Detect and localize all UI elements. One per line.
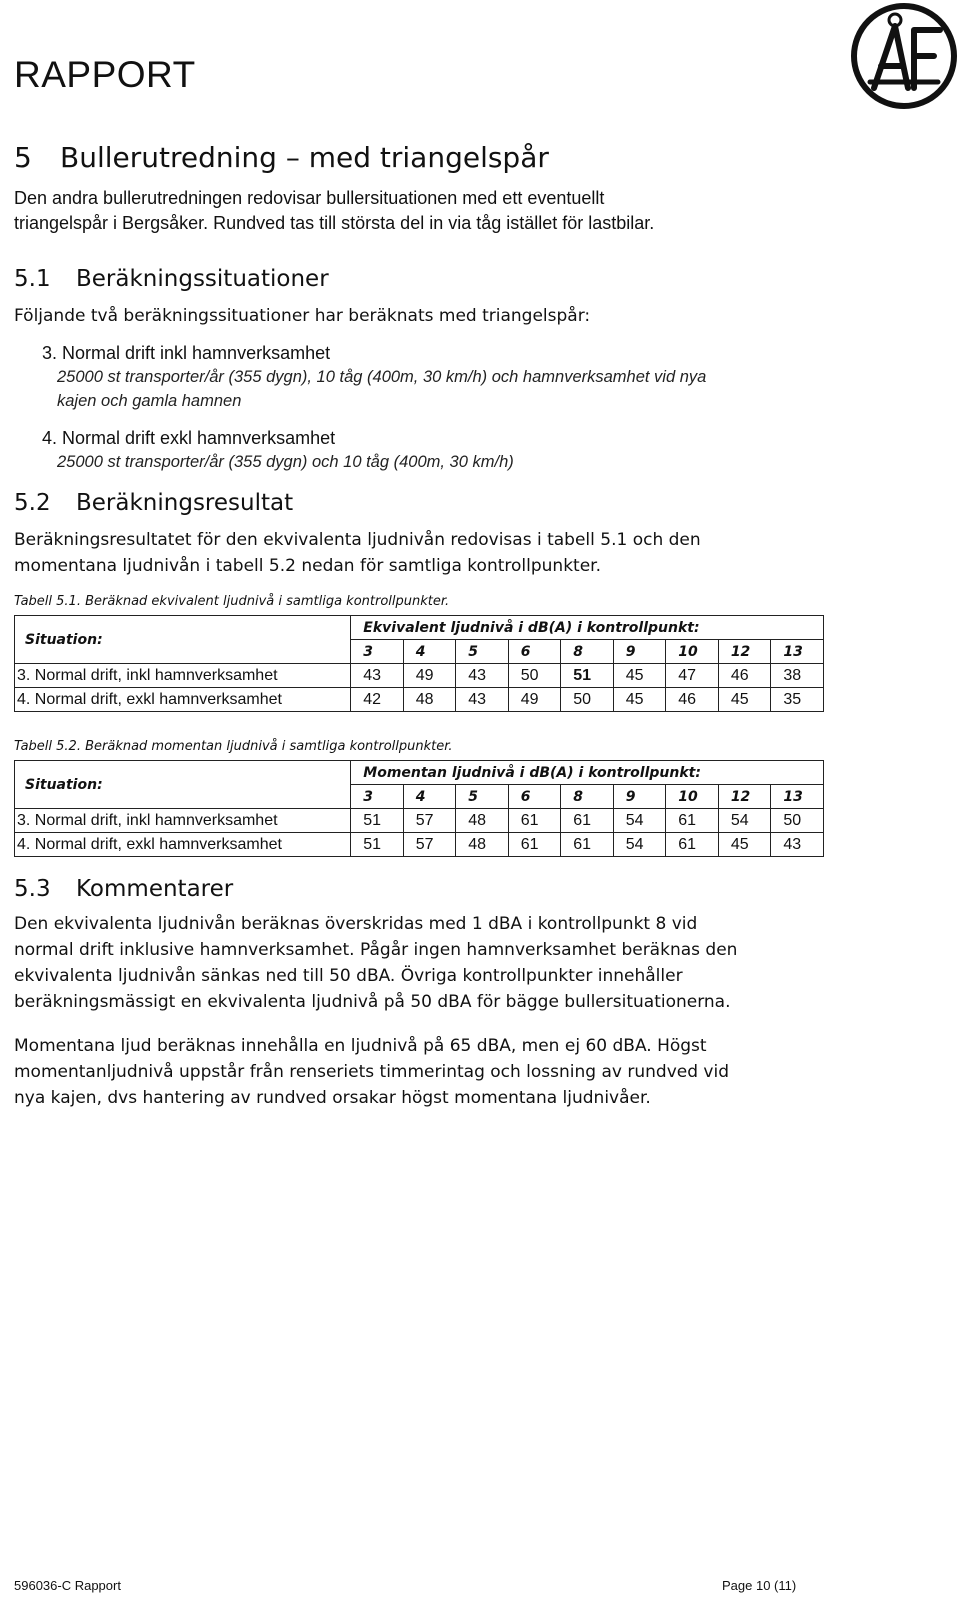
row-label: 4. Normal drift, exkl hamnverksamhet: [15, 688, 351, 712]
table-cell: 45: [613, 688, 666, 712]
row-label: 3. Normal drift, inkl hamnverksamhet: [15, 664, 351, 688]
table-cell: 54: [718, 809, 771, 833]
table-cell: 47: [666, 664, 719, 688]
row-label: 3. Normal drift, inkl hamnverksamhet: [15, 809, 351, 833]
section-number: 5: [14, 141, 32, 174]
table-cell: 49: [403, 664, 456, 688]
section-title: Kommentarer: [76, 876, 234, 902]
table-cell: 45: [718, 833, 771, 857]
paragraph-line: normal drift inklusive hamnverksamhet. Pågår ingen hamnverksamhet beräknas den: [14, 940, 738, 960]
point-header: 3: [351, 785, 404, 809]
table-cell: 61: [561, 809, 614, 833]
point-header: 9: [613, 785, 666, 809]
section-5-3: [14, 873, 824, 1111]
section-title: Beräkningsresultat: [76, 490, 294, 516]
list-item: [42, 341, 824, 413]
point-header: 13: [771, 785, 824, 809]
table-cell: 43: [456, 664, 509, 688]
table-5-1-caption: Tabell 5.1. Beräknad ekvivalent ljudnivå i samtliga kontrollpunkter.: [14, 594, 450, 609]
table-row: [15, 809, 824, 833]
section-5-2-lead-line-2: momentana ljudnivån i tabell 5.2 nedan för samtliga kontrollpunkter.: [14, 556, 601, 576]
table-cell: 49: [508, 688, 561, 712]
paragraph-line: Momentana ljud beräknas innehålla en ljudnivå på 65 dBA, men ej 60 dBA. Högst: [14, 1036, 707, 1056]
section-5-2: [14, 487, 824, 857]
equivalent-noise-table: [14, 615, 824, 712]
table-cell: 51: [351, 809, 404, 833]
point-header: 8: [561, 640, 614, 664]
point-header: 10: [666, 640, 719, 664]
table-cell: 57: [403, 809, 456, 833]
section-number: 5.2: [14, 490, 51, 516]
point-header: 4: [403, 640, 456, 664]
group-header: Momentan ljudnivå i dB(A) i kontrollpunkt:: [351, 761, 824, 785]
point-header: 12: [718, 785, 771, 809]
table-cell: 50: [508, 664, 561, 688]
footer-document-id: 596036-C Rapport: [14, 1578, 121, 1593]
company-logo-icon: [848, 0, 960, 112]
comment-paragraph-2: [14, 1033, 824, 1111]
case-description-line-2: kajen och gamla hamnen: [57, 392, 242, 410]
table-cell: 61: [666, 809, 719, 833]
table-cell: 57: [403, 833, 456, 857]
table-cell: 61: [666, 833, 719, 857]
point-header: 5: [456, 640, 509, 664]
table-cell: 61: [508, 809, 561, 833]
table-cell: 61: [508, 833, 561, 857]
table-cell: 43: [456, 688, 509, 712]
paragraph-line: Den ekvivalenta ljudnivån beräknas överskridas med 1 dBA i kontrollpunkt 8 vid: [14, 914, 698, 934]
table-cell: 45: [613, 664, 666, 688]
point-header: 9: [613, 640, 666, 664]
section-5-2-lead-line-1: Beräkningsresultatet för den ekvivalenta ljudnivån redovisas i tabell 5.1 och den: [14, 530, 701, 550]
point-header: 8: [561, 785, 614, 809]
paragraph-line: beräkningsmässigt en ekvivalenta ljudnivå på 50 dBA för bägge bullersituationerna.: [14, 992, 731, 1012]
list-item: [42, 426, 824, 474]
calculation-cases-list: [14, 341, 824, 474]
point-header: 5: [456, 785, 509, 809]
table-cell: 50: [771, 809, 824, 833]
case-title: 4. Normal drift exkl hamnverksamhet: [42, 428, 336, 448]
case-description-line-1: 25000 st transporter/år (355 dygn), 10 tåg (400m, 30 km/h) och hamnverksamhet vid nya: [57, 368, 707, 386]
table-5-2-caption: Tabell 5.2. Beräknad momentan ljudnivå i samtliga kontrollpunkter.: [14, 739, 453, 754]
section-5-1-lead: Följande två beräkningssituationer har beräknats med triangelspår:: [14, 306, 591, 326]
table-cell: 46: [666, 688, 719, 712]
point-header: 13: [771, 640, 824, 664]
section-5-1: [14, 263, 824, 474]
table-header-row: [15, 616, 824, 640]
section-title: Beräkningssituationer: [76, 266, 329, 292]
table-cell: 43: [351, 664, 404, 688]
document-body: [14, 138, 824, 1111]
section-5-1-heading: [14, 263, 824, 295]
table-cell: 45: [718, 688, 771, 712]
section-5-heading: [14, 138, 824, 178]
case-title: 3. Normal drift inkl hamnverksamhet: [42, 343, 331, 363]
report-header: RAPPORT: [14, 54, 196, 95]
table-cell: 61: [561, 833, 614, 857]
case-description-line-1: 25000 st transporter/år (355 dygn) och 10 tåg (400m, 30 km/h): [57, 453, 514, 471]
row-label: 4. Normal drift, exkl hamnverksamhet: [15, 833, 351, 857]
paragraph-line: ekvivalenta ljudnivån sänkas ned till 50 dBA. Övriga kontrollpunkter innehåller: [14, 966, 683, 986]
point-header: 4: [403, 785, 456, 809]
table-cell: 51: [351, 833, 404, 857]
table-cell: 50: [561, 688, 614, 712]
table-cell: 54: [613, 833, 666, 857]
table-cell: 46: [718, 664, 771, 688]
section-title: Bullerutredning – med triangelspår: [60, 141, 549, 174]
table-cell: 48: [456, 833, 509, 857]
table-cell: 38: [771, 664, 824, 688]
section-number: 5.3: [14, 876, 51, 902]
table-cell: 35: [771, 688, 824, 712]
point-header: 6: [508, 640, 561, 664]
footer-page-number: Page 10 (11): [722, 1578, 797, 1593]
point-header: 12: [718, 640, 771, 664]
section-number: 5.1: [14, 266, 51, 292]
point-header: 6: [508, 785, 561, 809]
table-cell: 43: [771, 833, 824, 857]
paragraph-line: momentanljudnivå uppstår från renseriets timmerintag och lossning av rundved vid: [14, 1062, 729, 1082]
maximum-noise-table: [14, 760, 824, 857]
table-row: [15, 664, 824, 688]
group-header: Ekvivalent ljudnivå i dB(A) i kontrollpunkt:: [351, 616, 824, 640]
situation-header: Situation:: [15, 616, 351, 664]
table-cell: 42: [351, 688, 404, 712]
table-cell: 54: [613, 809, 666, 833]
situation-header: Situation:: [15, 761, 351, 809]
intro-line-2: triangelspår i Bergsåker. Rundved tas till största del in via tåg istället för lastbilar.: [14, 213, 655, 233]
comment-paragraph-1: [14, 911, 824, 1015]
point-header: 3: [351, 640, 404, 664]
section-5-3-heading: [14, 873, 824, 905]
point-header: 10: [666, 785, 719, 809]
section-5-intro: [14, 186, 824, 236]
table-cell: 48: [456, 809, 509, 833]
intro-line-1: Den andra bullerutredningen redovisar bullersituationen med ett eventuellt: [14, 188, 605, 208]
table-row: [15, 833, 824, 857]
table-header-row: [15, 761, 824, 785]
paragraph-line: nya kajen, dvs hantering av rundved orsakar högst momentana ljudnivåer.: [14, 1088, 651, 1108]
table-cell: 48: [403, 688, 456, 712]
table-row: [15, 688, 824, 712]
table-cell: 51: [561, 664, 614, 688]
section-5-2-heading: [14, 487, 824, 519]
